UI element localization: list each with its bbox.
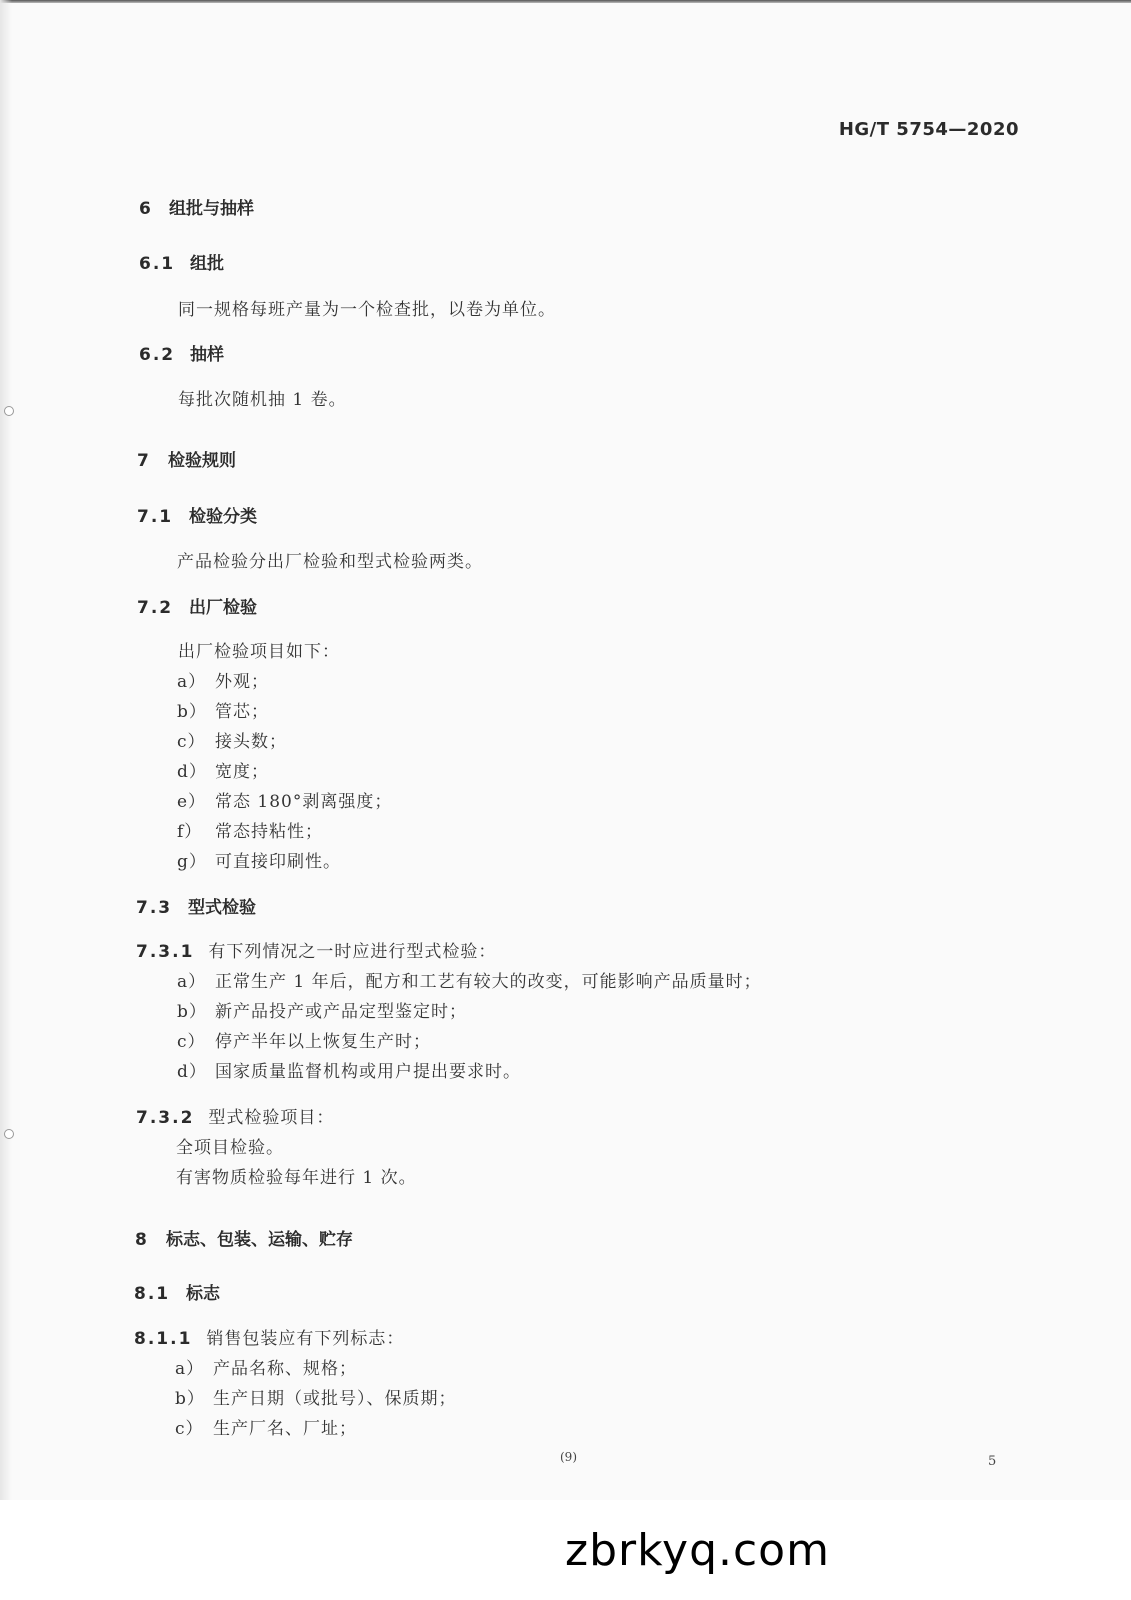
binding-hole	[4, 1129, 14, 1139]
list-marker: a）	[177, 672, 207, 692]
heading-number: 8	[135, 1230, 149, 1250]
list-item	[177, 697, 269, 722]
clause-text: 销售包装应有下列标志：	[206, 1329, 405, 1349]
list-marker: c）	[177, 1032, 206, 1052]
paragraph-7-2-intro: 出厂检验项目如下：	[178, 642, 340, 662]
heading-number: 7.2	[137, 598, 174, 618]
heading-6	[139, 194, 254, 219]
list-marker: e）	[177, 792, 207, 812]
list-marker: b）	[177, 702, 207, 722]
list-text: 国家质量监督机构或用户提出要求时。	[215, 1062, 521, 1082]
list-marker: g）	[177, 852, 207, 872]
heading-8-1	[134, 1279, 220, 1304]
list-text: 生产厂名、厂址；	[213, 1419, 357, 1439]
list-item	[177, 787, 392, 812]
list-text: 停产半年以上恢复生产时；	[215, 1032, 431, 1052]
heading-number: 6.1	[139, 254, 176, 274]
heading-number: 7	[137, 451, 151, 471]
heading-title: 型式检验	[188, 898, 256, 918]
list-marker: d）	[177, 1062, 207, 1082]
clause-8-1-1	[134, 1324, 404, 1349]
list-text: 常态 180°剥离强度；	[215, 792, 393, 812]
clause-number: 7.3.2	[136, 1108, 195, 1128]
list-item	[175, 1414, 357, 1439]
heading-title: 抽样	[190, 345, 224, 365]
heading-title: 组批与抽样	[169, 199, 254, 219]
clause-number: 7.3.1	[136, 942, 195, 962]
list-marker: d）	[177, 762, 207, 782]
list-marker: b）	[175, 1389, 205, 1409]
heading-8	[135, 1225, 353, 1250]
paragraph-7-1: 产品检验分出厂检验和型式检验两类。	[177, 552, 483, 572]
heading-7-3	[136, 893, 256, 918]
sheet-indicator: (9)	[560, 1450, 577, 1464]
list-marker: b）	[177, 1002, 207, 1022]
list-marker: c）	[175, 1419, 204, 1439]
heading-number: 8.1	[134, 1284, 171, 1304]
watermark-text: zbrkyq.com	[565, 1525, 830, 1576]
list-marker: c）	[177, 732, 206, 752]
list-text: 外观；	[215, 672, 269, 692]
list-item	[177, 757, 269, 782]
paragraph-7-3-2-line: 有害物质检验每年进行 1 次。	[176, 1168, 417, 1188]
list-marker: a）	[177, 972, 207, 992]
list-item	[177, 1027, 431, 1052]
list-marker: a）	[175, 1359, 205, 1379]
list-item	[177, 967, 762, 992]
clause-text: 有下列情况之一时应进行型式检验：	[208, 942, 497, 962]
heading-number: 6	[139, 199, 153, 219]
list-text: 可直接印刷性。	[215, 852, 341, 872]
list-item	[175, 1354, 357, 1379]
clause-text: 型式检验项目：	[208, 1108, 335, 1128]
heading-title: 检验分类	[189, 507, 257, 527]
heading-6-2	[139, 340, 224, 365]
list-text: 宽度；	[215, 762, 269, 782]
page-number: 5	[988, 1454, 997, 1469]
heading-7-2	[137, 593, 257, 618]
list-item	[177, 817, 323, 842]
heading-title: 出厂检验	[189, 598, 257, 618]
list-text: 产品名称、规格；	[213, 1359, 357, 1379]
list-text: 管芯；	[215, 702, 269, 722]
paragraph-6-2: 每批次随机抽 1 卷。	[178, 390, 347, 410]
heading-title: 标志、包装、运输、贮存	[166, 1230, 353, 1250]
list-item	[177, 1057, 521, 1082]
list-item	[177, 727, 287, 752]
paragraph-7-3-2-line: 全项目检验。	[176, 1138, 284, 1158]
paragraph-6-1: 同一规格每班产量为一个检查批，以卷为单位。	[178, 300, 556, 320]
clause-number: 8.1.1	[134, 1329, 193, 1349]
list-item	[177, 847, 341, 872]
scan-top-edge	[0, 0, 1131, 3]
list-text: 新产品投产或产品定型鉴定时；	[215, 1002, 467, 1022]
list-item	[177, 997, 467, 1022]
heading-title: 组批	[190, 254, 224, 274]
clause-7-3-2	[136, 1103, 334, 1128]
heading-7-1	[137, 502, 257, 527]
heading-number: 6.2	[139, 345, 176, 365]
heading-6-1	[139, 249, 224, 274]
binding-hole	[4, 406, 14, 416]
heading-title: 标志	[186, 1284, 220, 1304]
heading-7	[137, 446, 236, 471]
heading-number: 7.1	[137, 507, 174, 527]
standard-code: HG/T 5754—2020	[838, 119, 1019, 140]
list-text: 生产日期（或批号）、保质期；	[213, 1389, 457, 1409]
list-marker: f）	[177, 822, 203, 842]
scan-left-shadow	[0, 0, 12, 1600]
list-text: 正常生产 1 年后，配方和工艺有较大的改变，可能影响产品质量时；	[215, 972, 762, 992]
list-text: 常态持粘性；	[215, 822, 323, 842]
list-item	[177, 667, 269, 692]
heading-number: 7.3	[136, 898, 173, 918]
list-item	[175, 1384, 457, 1409]
clause-7-3-1	[136, 937, 496, 962]
heading-title: 检验规则	[168, 451, 236, 471]
list-text: 接头数；	[215, 732, 287, 752]
